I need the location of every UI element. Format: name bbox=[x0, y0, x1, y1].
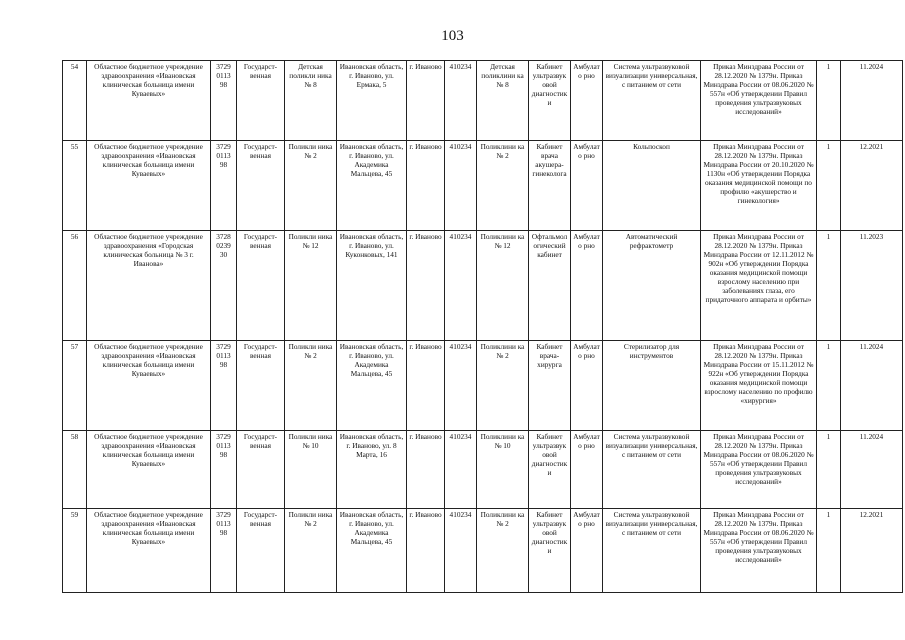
ownership-form: Государст-венная bbox=[237, 231, 285, 341]
order-reference: Приказ Минздрава России от 28.12.2020 № 1379н. Приказ Минздрава России от 08.06.2020 № 557н «Об утверждении Правил проведения ультразвуковых исследований» bbox=[701, 509, 817, 593]
order-reference: Приказ Минздрава России от 28.12.2020 № 1379н. Приказ Минздрава России от 12.11.2012 № 902н «Об утверждении Порядка оказания медицинской помощи взрослому населению при заболеваниях глаза, его придаточного аппарата и орбиты» bbox=[701, 231, 817, 341]
row-number: 58 bbox=[63, 431, 87, 509]
organization-name: Областное бюджетное учреждение здравоохранения «Городская клиническая больница № 3 г. Иванова» bbox=[87, 231, 211, 341]
room: Офтальмол огический кабинет bbox=[529, 231, 571, 341]
equipment-name: Система ультразвуковой визуализации универсальная, с питанием от сети bbox=[603, 509, 701, 593]
organization-code: 3729 0113 98 bbox=[211, 431, 237, 509]
quantity: 1 bbox=[817, 231, 841, 341]
care-type: Амбулато рно bbox=[571, 141, 603, 231]
quantity: 1 bbox=[817, 341, 841, 431]
room: Кабинет ультразвук овой диагностик и bbox=[529, 61, 571, 141]
equipment-name: Система ультразвуковой визуализации универсальная, с питанием от сети bbox=[603, 431, 701, 509]
delivery-date: 11.2023 bbox=[841, 231, 903, 341]
organization-code: 3728 0239 30 bbox=[211, 231, 237, 341]
table-row bbox=[63, 231, 903, 341]
equipment-table bbox=[62, 60, 903, 593]
table-row bbox=[63, 341, 903, 431]
delivery-date: 12.2021 bbox=[841, 509, 903, 593]
equipment-name: Система ультразвуковой визуализации универсальная, с питанием от сети bbox=[603, 61, 701, 141]
unit-name: Поликли ника № 2 bbox=[285, 341, 337, 431]
ownership-form: Государст-венная bbox=[237, 431, 285, 509]
organization-name: Областное бюджетное учреждение здравоохранения «Ивановская клиническая больница имени Куваевых» bbox=[87, 141, 211, 231]
order-reference: Приказ Минздрава России от 28.12.2020 № 1379н. Приказ Минздрава России от 20.10.2020 № 1130н «Об утверждении Порядка оказания медицинской помощи по профилю «акушерство и гинекология» bbox=[701, 141, 817, 231]
care-type: Амбулато рно bbox=[571, 231, 603, 341]
unit-name: Поликли ника № 10 bbox=[285, 431, 337, 509]
quantity: 1 bbox=[817, 141, 841, 231]
address: Ивановская область, г. Иваново, ул. Куконковых, 141 bbox=[337, 231, 407, 341]
subdivision: Поликлини ка № 2 bbox=[477, 341, 529, 431]
row-number: 55 bbox=[63, 141, 87, 231]
care-type: Амбулато рно bbox=[571, 61, 603, 141]
postal-code: 410234 bbox=[445, 509, 477, 593]
page-number: 103 bbox=[441, 28, 464, 44]
city: г. Иваново bbox=[407, 231, 445, 341]
quantity: 1 bbox=[817, 431, 841, 509]
table-row bbox=[63, 61, 903, 141]
ownership-form: Государст-венная bbox=[237, 509, 285, 593]
ownership-form: Государст-венная bbox=[237, 341, 285, 431]
postal-code: 410234 bbox=[445, 141, 477, 231]
row-number: 59 bbox=[63, 509, 87, 593]
care-type: Амбулато рно bbox=[571, 431, 603, 509]
organization-code: 3729 0113 98 bbox=[211, 61, 237, 141]
postal-code: 410234 bbox=[445, 341, 477, 431]
table-row bbox=[63, 141, 903, 231]
ownership-form: Государст-венная bbox=[237, 61, 285, 141]
subdivision: Поликлини ка № 2 bbox=[477, 509, 529, 593]
ownership-form: Государст-венная bbox=[237, 141, 285, 231]
address: Ивановская область, г. Иваново, ул. Академика Мальцева, 45 bbox=[337, 341, 407, 431]
order-reference: Приказ Минздрава России от 28.12.2020 № 1379н. Приказ Минздрава России от 15.11.2012 № 922н «Об утверждении Порядка оказания медицинской помощи взрослому населению по профилю «хирургия» bbox=[701, 341, 817, 431]
care-type: Амбулато рно bbox=[571, 509, 603, 593]
postal-code: 410234 bbox=[445, 61, 477, 141]
equipment-name: Стерилизатор для инструментов bbox=[603, 341, 701, 431]
address: Ивановская область, г. Иваново, ул. Академика Мальцева, 45 bbox=[337, 141, 407, 231]
room: Кабинет врача-хирурга bbox=[529, 341, 571, 431]
order-reference: Приказ Минздрава России от 28.12.2020 № 1379н. Приказ Минздрава России от 08.06.2020 № 557н «Об утверждении Правил проведения ультразвуковых исследований» bbox=[701, 431, 817, 509]
organization-name: Областное бюджетное учреждение здравоохранения «Ивановская клиническая больница имени Куваевых» bbox=[87, 61, 211, 141]
subdivision: Поликлини ка № 12 bbox=[477, 231, 529, 341]
address: Ивановская область, г. Иваново, ул. Академика Мальцева, 45 bbox=[337, 509, 407, 593]
quantity: 1 bbox=[817, 509, 841, 593]
table-row bbox=[63, 509, 903, 593]
city: г. Иваново bbox=[407, 431, 445, 509]
delivery-date: 11.2024 bbox=[841, 431, 903, 509]
organization-name: Областное бюджетное учреждение здравоохранения «Ивановская клиническая больница имени Куваевых» bbox=[87, 509, 211, 593]
row-number: 54 bbox=[63, 61, 87, 141]
organization-name: Областное бюджетное учреждение здравоохранения «Ивановская клиническая больница имени Куваевых» bbox=[87, 431, 211, 509]
city: г. Иваново bbox=[407, 141, 445, 231]
delivery-date: 12.2021 bbox=[841, 141, 903, 231]
unit-name: Поликли ника № 2 bbox=[285, 141, 337, 231]
organization-code: 3729 0113 98 bbox=[211, 141, 237, 231]
subdivision: Поликлини ка № 10 bbox=[477, 431, 529, 509]
city: г. Иваново bbox=[407, 341, 445, 431]
subdivision: Поликлини ка № 2 bbox=[477, 141, 529, 231]
delivery-date: 11.2024 bbox=[841, 61, 903, 141]
table-row bbox=[63, 431, 903, 509]
organization-code: 3729 0113 98 bbox=[211, 509, 237, 593]
equipment-name: Кольпоскоп bbox=[603, 141, 701, 231]
unit-name: Поликли ника № 2 bbox=[285, 509, 337, 593]
quantity: 1 bbox=[817, 61, 841, 141]
city: г. Иваново bbox=[407, 61, 445, 141]
care-type: Амбулато рно bbox=[571, 341, 603, 431]
order-reference: Приказ Минздрава России от 28.12.2020 № 1379н. Приказ Минздрава России от 08.06.2020 № 557н «Об утверждении Правил проведения ультразвуковых исследований» bbox=[701, 61, 817, 141]
address: Ивановская область, г. Иваново, ул. Ермака, 5 bbox=[337, 61, 407, 141]
delivery-date: 11.2024 bbox=[841, 341, 903, 431]
room: Кабинет ультразвук овой диагностик и bbox=[529, 509, 571, 593]
postal-code: 410234 bbox=[445, 231, 477, 341]
equipment-name: Автоматический рефрактометр bbox=[603, 231, 701, 341]
row-number: 57 bbox=[63, 341, 87, 431]
organization-code: 3729 0113 98 bbox=[211, 341, 237, 431]
subdivision: Детская поликлини ка № 8 bbox=[477, 61, 529, 141]
room: Кабинет врача акушера-гинеколога bbox=[529, 141, 571, 231]
organization-name: Областное бюджетное учреждение здравоохранения «Ивановская клиническая больница имени Куваевых» bbox=[87, 341, 211, 431]
unit-name: Поликли ника № 12 bbox=[285, 231, 337, 341]
address: Ивановская область, г. Иваново, ул. 8 Марта, 16 bbox=[337, 431, 407, 509]
unit-name: Детская поликли ника № 8 bbox=[285, 61, 337, 141]
city: г. Иваново bbox=[407, 509, 445, 593]
row-number: 56 bbox=[63, 231, 87, 341]
postal-code: 410234 bbox=[445, 431, 477, 509]
room: Кабинет ультразвук овой диагностик и bbox=[529, 431, 571, 509]
